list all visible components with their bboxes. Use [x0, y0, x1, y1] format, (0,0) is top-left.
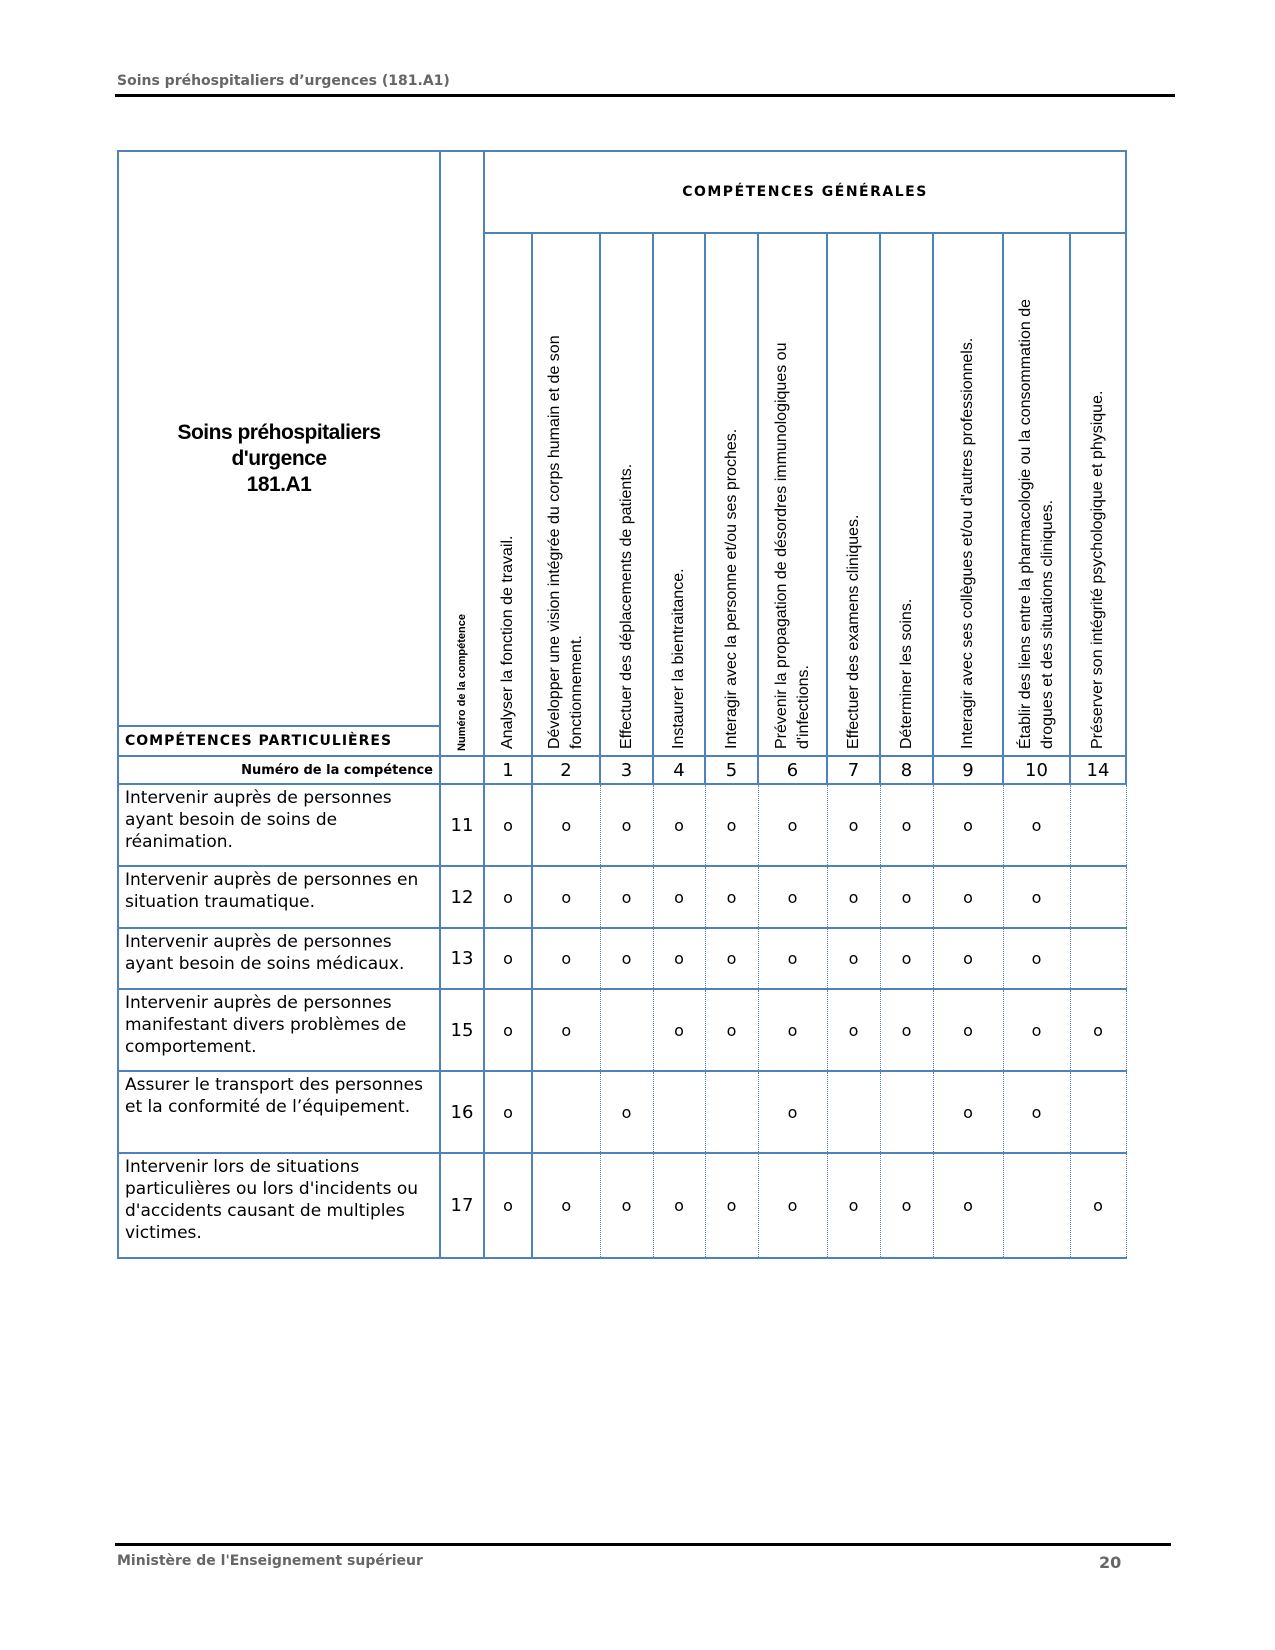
link-mark: o [705, 928, 758, 989]
general-competency-label: Interagir avec ses collègues et/ou d'autres professionnels. [959, 337, 976, 749]
link-mark [600, 989, 653, 1071]
link-mark: o [653, 1153, 705, 1258]
link-mark: o [484, 989, 532, 1071]
link-mark [1070, 1071, 1126, 1153]
link-mark: o [600, 784, 653, 866]
link-mark: o [653, 866, 705, 928]
link-mark: o [600, 1153, 653, 1258]
particular-competencies-header: COMPÉTENCES PARTICULIÈRES [118, 726, 440, 756]
competency-matrix [117, 150, 1127, 1259]
general-competency-number: 7 [827, 756, 880, 784]
number-column-label: Numéro de la compétence [456, 614, 468, 751]
particular-competency-label: Intervenir lors de situations particulières ou lors d'incidents ou d'accidents causant de multiples victimes. [118, 1153, 440, 1258]
particular-competency-number: 11 [440, 784, 484, 866]
link-mark: o [827, 928, 880, 989]
link-mark: o [532, 1153, 600, 1258]
general-competency-label: Prévenir la propagation de désordres immunologiques ou d'infections. [772, 342, 812, 749]
footer-ministry: Ministère de l'Enseignement supérieur [117, 1553, 423, 1569]
general-competency-number: 9 [933, 756, 1003, 784]
link-mark: o [827, 784, 880, 866]
general-competency-label: Déterminer les soins. [897, 598, 915, 749]
page-number: 20 [1099, 1553, 1122, 1572]
link-mark: o [705, 784, 758, 866]
footer-rule [115, 1543, 1171, 1546]
link-mark: o [880, 1153, 933, 1258]
general-competency-number: 5 [705, 756, 758, 784]
table-row [118, 1153, 1126, 1258]
link-mark [705, 1071, 758, 1153]
particular-competency-number: 17 [440, 1153, 484, 1258]
general-competency-number: 4 [653, 756, 705, 784]
particular-competency-number: 12 [440, 866, 484, 928]
link-mark: o [1003, 989, 1070, 1071]
general-competency-label: Interagir avec la personne et/ou ses proches. [722, 428, 740, 749]
link-mark: o [933, 1153, 1003, 1258]
general-competency-number: 8 [880, 756, 933, 784]
link-mark: o [484, 1071, 532, 1153]
link-mark: o [1070, 1153, 1126, 1258]
link-mark: o [532, 928, 600, 989]
general-competency-label: Effectuer des examens cliniques. [844, 514, 862, 749]
link-mark: o [758, 1071, 827, 1153]
link-mark: o [653, 989, 705, 1071]
general-competency-header [653, 233, 705, 756]
general-competency-label: Analyser la fonction de travail. [499, 535, 516, 749]
general-competency-number: 6 [758, 756, 827, 784]
link-mark: o [933, 989, 1003, 1071]
program-title [118, 151, 440, 726]
general-competency-header [484, 233, 532, 756]
link-mark: o [758, 784, 827, 866]
table-row [118, 866, 1126, 928]
link-mark [1070, 784, 1126, 866]
link-mark [1070, 866, 1126, 928]
table-row [118, 1071, 1126, 1153]
link-mark: o [1003, 784, 1070, 866]
link-mark: o [758, 1153, 827, 1258]
program-title-line: d'urgence [231, 446, 327, 470]
general-competency-label: Établir des liens entre la pharmacologie ou la consommation de drogues et des situations cliniques. [1016, 298, 1056, 749]
table-row [118, 784, 1126, 866]
link-mark: o [653, 784, 705, 866]
general-competency-number: 1 [484, 756, 532, 784]
general-competency-header [880, 233, 933, 756]
link-mark [880, 1071, 933, 1153]
link-mark: o [880, 928, 933, 989]
link-mark: o [933, 866, 1003, 928]
empty-cell [440, 756, 484, 784]
link-mark: o [827, 1153, 880, 1258]
link-mark [827, 1071, 880, 1153]
particular-competency-label: Assurer le transport des personnes et la conformité de l’équipement. [118, 1071, 440, 1153]
program-title-line: 181.A1 [246, 472, 312, 496]
link-mark: o [705, 989, 758, 1071]
link-mark: o [600, 928, 653, 989]
link-mark: o [705, 1153, 758, 1258]
particular-competency-label: Intervenir auprès de personnes ayant besoin de soins médicaux. [118, 928, 440, 989]
table-row [118, 989, 1126, 1071]
table-row [118, 928, 1126, 989]
link-mark: o [600, 866, 653, 928]
link-mark: o [653, 928, 705, 989]
link-mark: o [758, 989, 827, 1071]
link-mark: o [827, 989, 880, 1071]
link-mark: o [705, 866, 758, 928]
running-header: Soins préhospitaliers d’urgences (181.A1) [117, 73, 450, 89]
link-mark: o [933, 784, 1003, 866]
general-competency-label: Préserver son intégrité psychologique et physique. [1089, 390, 1106, 749]
link-mark: o [933, 1071, 1003, 1153]
link-mark: o [484, 928, 532, 989]
particular-competency-label: Intervenir auprès de personnes en situation traumatique. [118, 866, 440, 928]
general-competency-header [827, 233, 880, 756]
number-column-header [440, 151, 484, 756]
general-competency-header [933, 233, 1003, 756]
general-competency-label: Développer une vision intégrée du corps humain et de son fonctionnement. [546, 335, 585, 749]
general-competency-header [1003, 233, 1070, 756]
link-mark [532, 1071, 600, 1153]
header-rule [115, 94, 1175, 97]
link-mark: o [880, 989, 933, 1071]
link-mark: o [532, 866, 600, 928]
number-row-label: Numéro de la compétence [118, 756, 440, 784]
general-competency-header [758, 233, 827, 756]
particular-competency-label: Intervenir auprès de personnes manifestant divers problèmes de comportement. [118, 989, 440, 1071]
link-mark: o [827, 866, 880, 928]
particular-competency-number: 16 [440, 1071, 484, 1153]
link-mark: o [484, 784, 532, 866]
link-mark: o [1003, 866, 1070, 928]
general-competencies-header: COMPÉTENCES GÉNÉRALES [484, 151, 1126, 233]
link-mark: o [600, 1071, 653, 1153]
link-mark: o [758, 866, 827, 928]
link-mark [1070, 928, 1126, 989]
link-mark [653, 1071, 705, 1153]
link-mark: o [880, 866, 933, 928]
particular-competency-number: 15 [440, 989, 484, 1071]
general-competency-number: 2 [532, 756, 600, 784]
link-mark: o [532, 989, 600, 1071]
link-mark: o [532, 784, 600, 866]
link-mark: o [484, 1153, 532, 1258]
link-mark [1003, 1153, 1070, 1258]
general-competency-header [600, 233, 653, 756]
general-competency-label: Effectuer des déplacements de patients. [617, 463, 635, 749]
particular-competency-number: 13 [440, 928, 484, 989]
link-mark: o [880, 784, 933, 866]
link-mark: o [933, 928, 1003, 989]
general-competency-number: 10 [1003, 756, 1070, 784]
link-mark: o [1070, 989, 1126, 1071]
link-mark: o [758, 928, 827, 989]
general-competency-header [1070, 233, 1126, 756]
link-mark: o [1003, 1071, 1070, 1153]
general-competency-label: Instaurer la bientraitance. [670, 568, 687, 749]
general-competency-number: 14 [1070, 756, 1126, 784]
link-mark: o [1003, 928, 1070, 989]
general-competency-number: 3 [600, 756, 653, 784]
general-competency-header [705, 233, 758, 756]
link-mark: o [484, 866, 532, 928]
program-title-line: Soins préhospitaliers [177, 420, 381, 444]
general-competency-header [532, 233, 600, 756]
particular-competency-label: Intervenir auprès de personnes ayant besoin de soins de réanimation. [118, 784, 440, 866]
